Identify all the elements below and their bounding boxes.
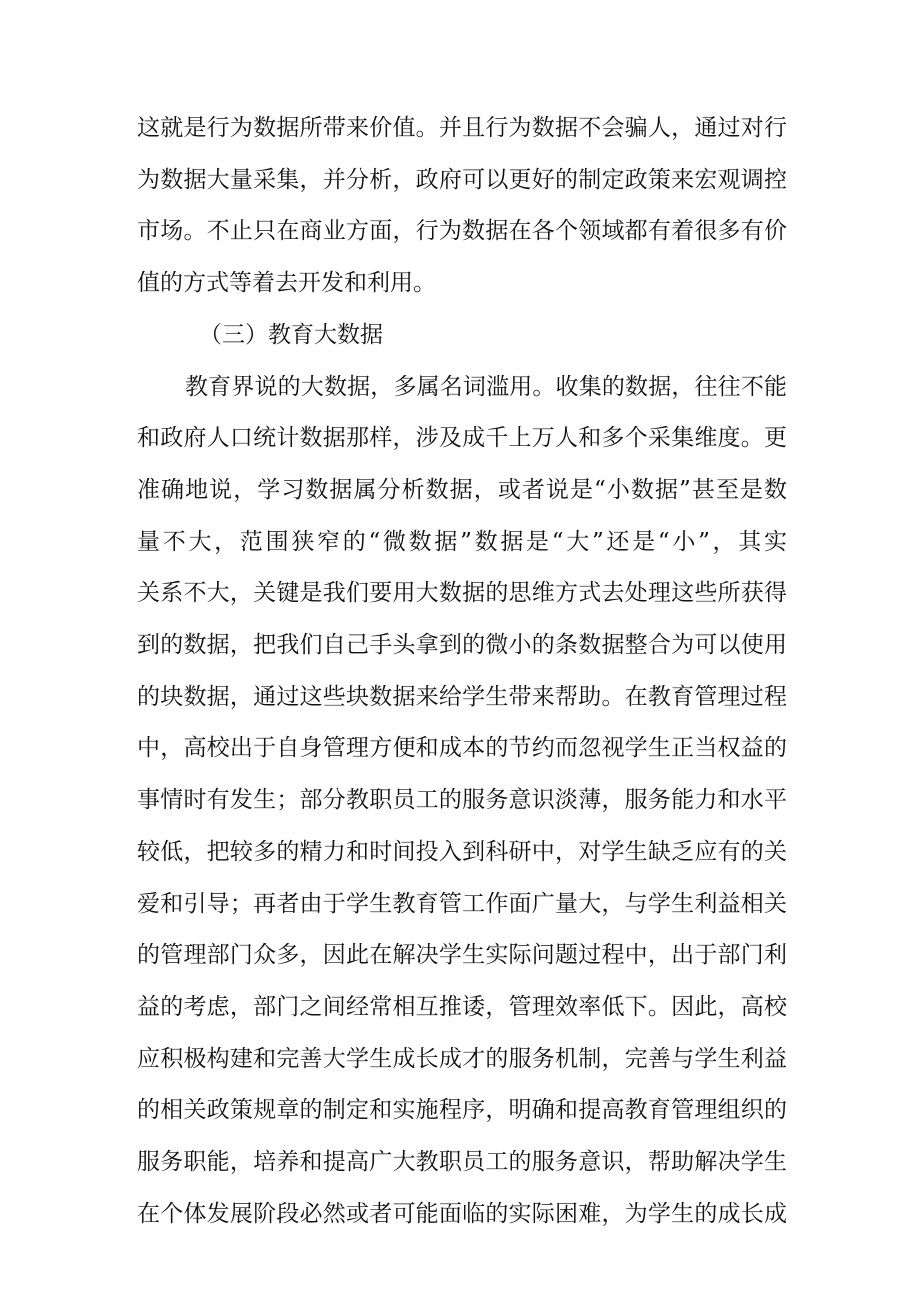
paragraph-2-line-15: 的相关政策规章的制定和实施程序，明确和提高教育管理组织的: [137, 1097, 787, 1124]
paragraph-2-line-10: 较低，把较多的精力和时间投入到科研中，对学生缺乏应有的关: [137, 838, 787, 865]
paragraph-2-line-13: 益的考虑，部门之间经常相互推诿，管理效率低下。因此，高校: [137, 993, 787, 1020]
paragraph-1-line-2: 为数据大量采集，并分析，政府可以更好的制定政策来宏观调控: [137, 166, 787, 193]
paragraph-2-line-5: 关系不大，关键是我们要用大数据的思维方式去处理这些所获得: [137, 580, 787, 607]
paragraph-2-line-2: 和政府人口统计数据那样，涉及成千上万人和多个采集维度。更: [137, 425, 787, 452]
paragraph-1-line-1: 这就是行为数据所带来价值。并且行为数据不会骗人，通过对行: [137, 115, 787, 141]
paragraph-2-line-7: 的块数据，通过这些块数据来给学生带来帮助。在教育管理过程: [137, 683, 787, 710]
paragraph-2-line-3: 准确地说，学习数据属分析数据，或者说是“小数据”甚至是数: [137, 476, 787, 503]
paragraph-2-line-12: 的管理部门众多，因此在解决学生实际问题过程中，出于部门利: [137, 942, 787, 969]
paragraph-2-line-9: 事情时有发生；部分教职员工的服务意识淡薄，服务能力和水平: [137, 787, 787, 814]
paragraph-2-line-11: 爱和引导；再者由于学生教育管工作面广量大，与学生利益相关: [137, 890, 787, 917]
paragraph-2-line-8: 中，高校出于自身管理方便和成本的节约而忽视学生正当权益的: [137, 735, 787, 762]
paragraph-2-line-4: 量不大，范围狭窄的“微数据”数据是“大”还是“小”，其实: [137, 528, 787, 555]
paragraph-2-line-17: 在个体发展阶段必然或者可能面临的实际困难，为学生的成长成: [137, 1200, 787, 1227]
paragraph-1-line-3: 市场。不止只在商业方面，行为数据在各个领域都有着很多有价: [137, 218, 787, 245]
paragraph-2-line-6: 到的数据，把我们自己手头拿到的微小的条数据整合为可以使用: [137, 632, 787, 658]
section-heading: （三）教育大数据: [199, 321, 383, 348]
paragraph-2-line-16: 服务职能，培养和提高广大教职员工的服务意识，帮助解决学生: [137, 1149, 787, 1175]
paragraph-2-line-14: 应积极构建和完善大学生成长成才的服务机制，完善与学生利益: [137, 1045, 787, 1072]
paragraph-2-line-1: 教育界说的大数据，多属名词滥用。收集的数据，往往不能: [185, 373, 787, 400]
paragraph-1-line-4: 值的方式等着去开发和利用。: [137, 270, 436, 297]
